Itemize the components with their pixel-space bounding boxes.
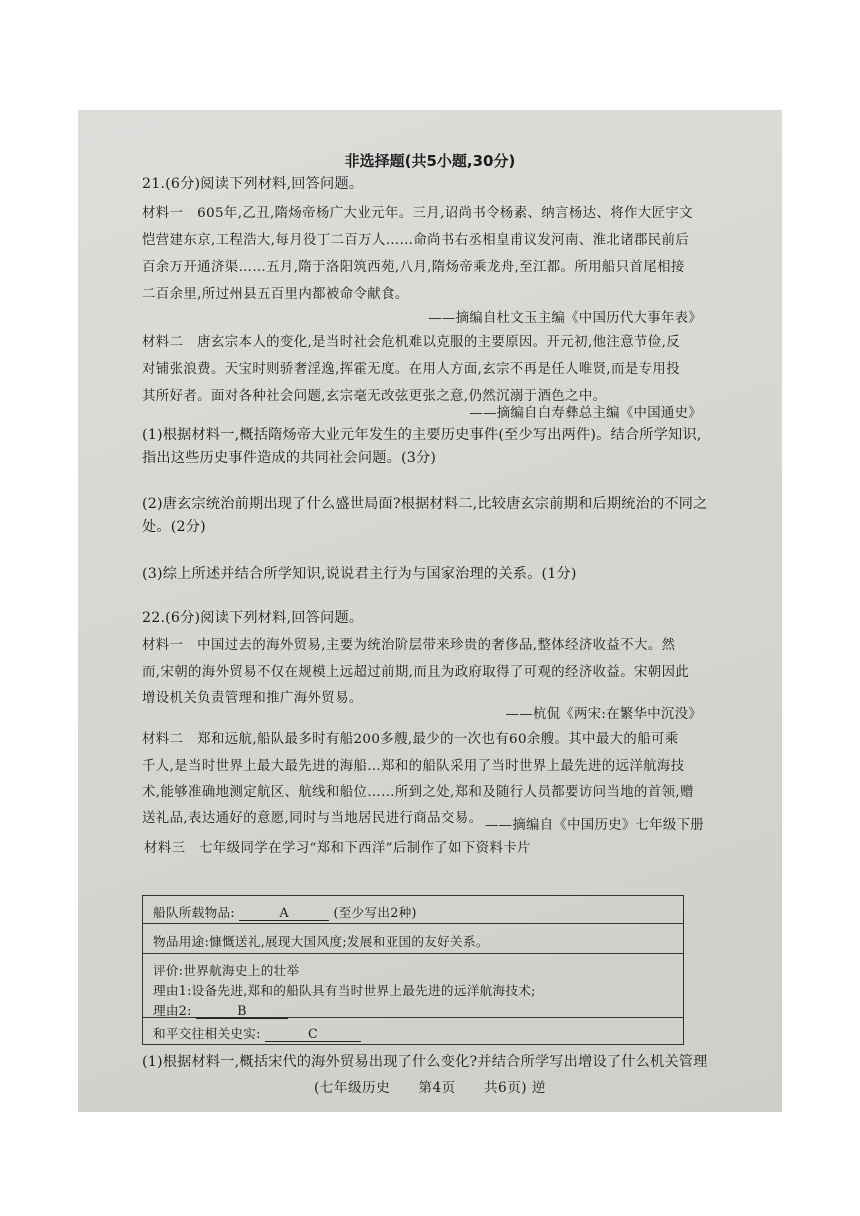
blank-c: C <box>265 1026 361 1042</box>
q21-material2-line: 对铺张浪费。天宝时则骄奢淫逸,挥霍无度。在用人方面,玄宗不再是任人唯贤,而是专用投 <box>142 362 681 377</box>
exam-page <box>78 110 782 1112</box>
blank-a: A <box>239 905 329 921</box>
q22-material2-line: 术,能够准确地测定航区、航线和船位……所到之处,郑和及随行人员都要访问当地的首领,赠 <box>142 785 694 800</box>
reason2-label: 理由2: <box>153 1003 192 1018</box>
q22-material1-line: 而,宋朝的海外贸易不仅在规模上远超过前期,而且为政府取得了可观的经济收益。宋朝因此 <box>142 665 690 680</box>
cargo-label: 船队所载物品: <box>153 905 235 920</box>
peace-label: 和平交往相关史实: <box>153 1026 261 1041</box>
q22-material2-line: 材料二 郑和远航,船队最多时有船200多艘,最少的一次也有60余艘。其中最大的船可乘 <box>142 732 679 747</box>
card-row-cargo <box>143 896 683 924</box>
q21-material2-source: ——摘编自白寿彝总主编《中国通史》 <box>469 406 702 421</box>
q21-question1-line: (1)根据材料一,概括隋炀帝大业元年发生的主要历史事件(至少写出两件)。结合所学知识, <box>142 427 702 443</box>
cargo-note: (至少写出2种) <box>333 905 417 920</box>
q22-material1-line: 材料一 中国过去的海外贸易,主要为统治阶层带来珍贵的奢侈品,整体经济收益不大。然 <box>142 638 676 653</box>
blank-b: B <box>196 1003 288 1019</box>
q21-question1-line: 指出这些历史事件造成的共同社会问题。(3分) <box>142 450 437 466</box>
reason1-text: 理由1:设备先进,郑和的船队具有当时世界上最先进的远洋航海技术; <box>153 983 536 998</box>
q22-heading: 22.(6分)阅读下列材料,回答问题。 <box>142 610 364 626</box>
q21-material1-line: 材料一 605年,乙丑,隋炀帝杨广大业元年。三月,诏尚书令杨素、纳言杨达、将作大匠宇文 <box>142 206 693 221</box>
q21-material1-line: 恺营建东京,工程浩大,每月役丁二百万人……命尚书右丞相皇甫议发河南、淮北诸郡民前后 <box>142 233 690 248</box>
usage-text: 物品用途:慷慨送礼,展现大国风度;发展和亚国的友好关系。 <box>153 934 489 949</box>
q21-material2-line: 其所好者。面对各种社会问题,玄宗毫无改弦更张之意,仍然沉溺于酒色之中。 <box>142 389 607 404</box>
q21-question3: (3)综上所述并结合所学知识,说说君主行为与国家治理的关系。(1分) <box>142 566 577 582</box>
card-row-evaluation <box>143 953 683 1018</box>
q21-material1-line: 二百余里,所过州县五百里内都被命令献食。 <box>142 287 409 302</box>
resource-card <box>142 895 684 1045</box>
card-row-usage <box>143 923 683 954</box>
q21-material2-line: 材料二 唐玄宗本人的变化,是当时社会危机难以克服的主要原因。开元初,他注意节俭,反 <box>142 335 681 350</box>
q21-material1-line: 百余万开通济渠……五月,隋于洛阳筑西苑,八月,隋炀帝乘龙舟,至江都。所用船只首尾相接 <box>142 260 685 275</box>
card-row-peace <box>143 1017 683 1044</box>
q21-question2-line: (2)唐玄宗统治前期出现了什么盛世局面?根据材料二,比较唐玄宗前期和后期统治的不同之 <box>142 496 708 512</box>
q22-material3-intro: 材料三 七年级同学在学习“郑和下西洋”后制作了如下资料卡片 <box>144 841 531 856</box>
q22-question1: (1)根据材料一,概括宋代的海外贸易出现了什么变化?并结合所学写出增设了什么机关管理 <box>142 1054 708 1070</box>
q22-material2-line: 千人,是当时世界上最大最先进的海船…郑和的船队采用了当时世界上最先进的远洋航海技 <box>142 759 685 774</box>
q21-question2-line: 处。(2分) <box>142 519 206 535</box>
q22-material1-source: ——杭侃《两宋:在繁华中沉没》 <box>505 707 702 722</box>
footer-mark: 逆 <box>531 1080 547 1096</box>
q22-material2-line: 送礼品,表达通好的意愿,同时与当地居民进行商品交易。 <box>142 811 483 826</box>
q22-material1-line: 增设机关负责管理和推广海外贸易。 <box>142 691 363 706</box>
section-title: 非选择题(共5小题,30分) <box>344 152 516 170</box>
q22-material2-source: ——摘编自《中国历史》七年级下册 <box>484 818 704 833</box>
page-footer <box>78 1076 782 1096</box>
q21-heading: 21.(6分)阅读下列材料,回答问题。 <box>142 176 364 192</box>
footer-text: (七年级历史 第4页 共6页) <box>313 1080 528 1096</box>
evaluation-text: 评价:世界航海史上的壮举 <box>153 963 300 978</box>
q21-material1-source: ——摘编自杜文玉主编《中国历代大事年表》 <box>428 311 702 326</box>
